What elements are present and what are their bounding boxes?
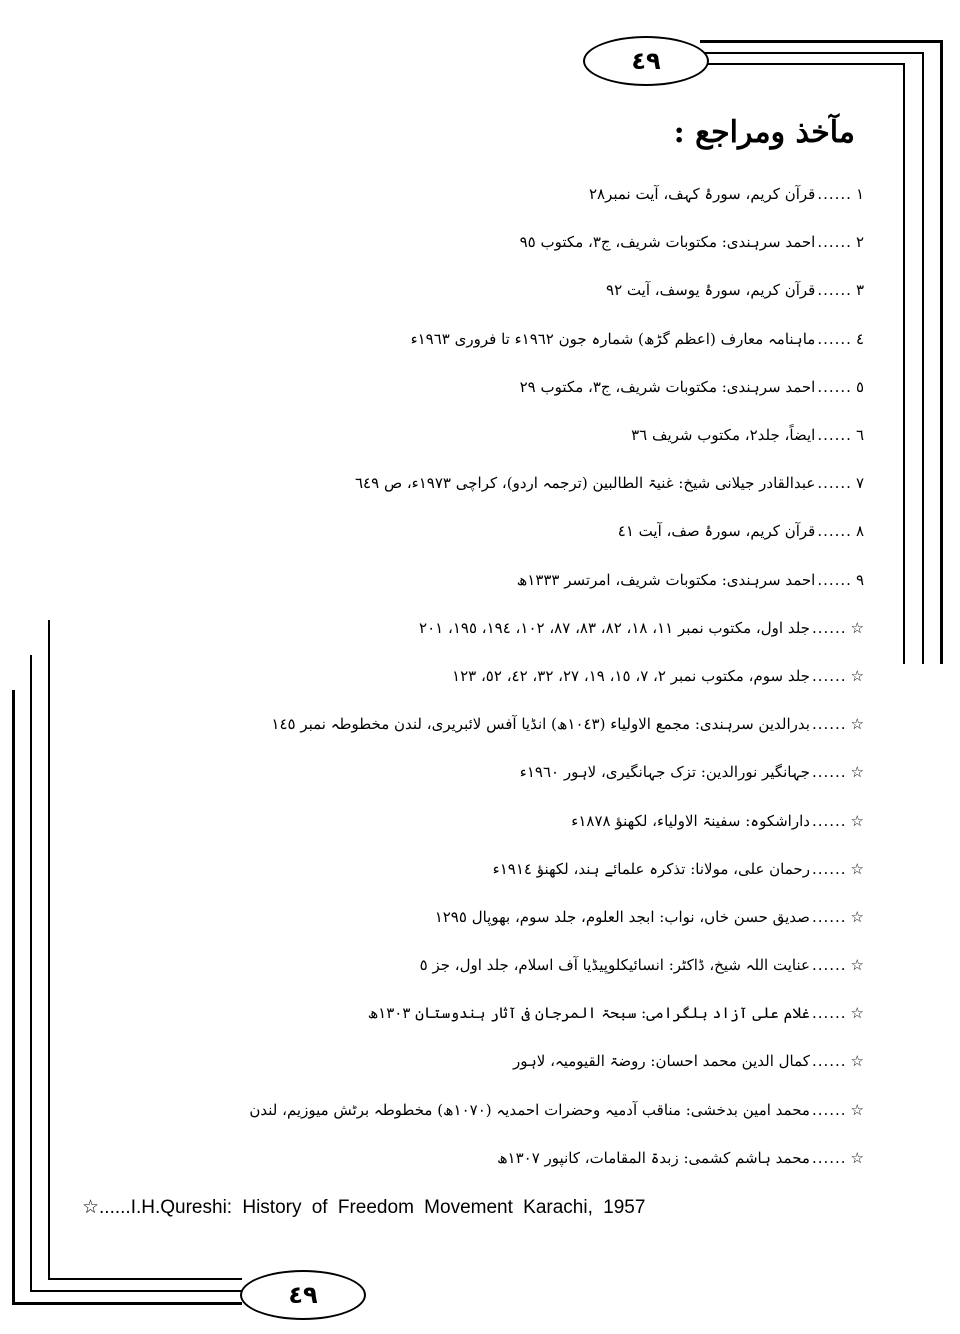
frame-line (12, 690, 15, 1304)
list-item (184, 941, 864, 989)
list-item (184, 700, 864, 748)
list-item (184, 748, 864, 796)
page-number-top-text: ٤٩ (631, 47, 661, 75)
leader-dots: ...... (811, 956, 847, 975)
reference-text: عنایت اللہ شیخ، ڈاکٹر: انسائیکلوپیڈیا آف اسلام، جلد اول، جز ٥ (419, 956, 810, 975)
frame-line (903, 63, 905, 664)
leader-dots: ...... (811, 618, 847, 637)
leader-dots: ...... (811, 1004, 847, 1023)
reference-marker: ٥ (855, 377, 864, 396)
frame-line (48, 620, 50, 1280)
reference-text: غلام علی آزاد بلگرامی: سبحۃ المرجان فی آثار ہندوستان ١٣٠٣ھ (367, 1004, 810, 1023)
reference-text: محمد ہاشم کشمی: زبدۃ المقامات، کانپور ١٣٠٧ھ (497, 1148, 810, 1167)
list-item (184, 266, 864, 314)
leader-dots: ...... (811, 1052, 847, 1071)
page-number-bottom-text: ٤٩ (288, 1281, 318, 1309)
frame-line (30, 1290, 242, 1292)
list-item (184, 507, 864, 555)
frame-line (12, 1302, 242, 1305)
star-icon: ☆ (850, 618, 864, 637)
reference-text: داراشکوہ: سفینۃ الاولیاء، لکھنؤ ١٨٧٨ء (571, 811, 810, 830)
list-item (184, 1086, 864, 1134)
leader-dots: ...... (811, 763, 847, 782)
list-item (184, 893, 864, 941)
reference-text: محمد امین بدخشی: مناقب آدمیہ وحضرات احمدیہ (١٠٧٠ھ) مخطوطہ برٹش میوزیم، لندن (249, 1100, 810, 1119)
leader-dots: ...... (811, 666, 847, 685)
leader-dots: ...... (817, 377, 852, 396)
list-item (184, 315, 864, 363)
page-title: مآخذ ومراجع : (673, 115, 855, 150)
list-item (184, 845, 864, 893)
leader-dots: ...... (817, 281, 852, 300)
reference-text: احمد سرہندی: مکتوبات شریف، ج٣، مکتوب ٩٥ (519, 233, 816, 252)
page-number-top (583, 36, 709, 86)
star-icon: ☆ (850, 859, 864, 878)
reference-marker: ٦ (855, 426, 864, 445)
reference-marker: ٧ (855, 474, 864, 493)
reference-text: جلد اول، مکتوب نمبر ١١، ١٨، ٨٢، ٨٣، ٨٧، ١٠٢، ١٩٤، ١٩٥، ٢٠١ (419, 618, 810, 637)
leader-dots: ...... (811, 1148, 847, 1167)
star-icon: ☆ (850, 907, 864, 926)
reference-marker: ٤ (855, 329, 864, 348)
leader-dots: ...... (817, 185, 852, 204)
reference-marker: ٨ (855, 522, 864, 541)
leader-dots: ...... (811, 1100, 847, 1119)
reference-text: بدرالدین سرہندی: مجمع الاولیاء (١٠٤٣ھ) انڈیا آفس لائبریری، لندن مخطوطہ نمبر ١٤٥ (271, 715, 810, 734)
list-item (184, 1037, 864, 1085)
reference-text: صدیق حسن خاں، نواب: ابجد العلوم، جلد سوم، بھوپال ١٢٩٥ (434, 907, 810, 926)
list-item (184, 556, 864, 604)
reference-text: احمد سرہندی: مکتوبات شریف، امرتسر ١٣٣٣ھ (516, 570, 816, 589)
reference-text: رحمان علی، مولانا: تذکرہ علمائے ہند، لکھنؤ ١٩١٤ء (492, 859, 810, 878)
list-item (184, 652, 864, 700)
leader-dots: ...... (817, 570, 852, 589)
frame-line (940, 40, 943, 664)
list-item (184, 796, 864, 844)
reference-text: ایضاً، جلد٢، مکتوب شریف ٣٦ (631, 426, 816, 445)
leader-dots: ...... (811, 907, 847, 926)
star-icon: ☆ (850, 715, 864, 734)
star-icon: ☆ (850, 956, 864, 975)
star-icon: ☆ (850, 1004, 864, 1023)
reference-marker: ٣ (855, 281, 864, 300)
reference-text: قرآن کریم، سورۂ یوسف، آیت ٩٢ (606, 281, 816, 300)
reference-text: جہانگیر نورالدین: تزک جہانگیری، لاہور ١٩٦٠ء (519, 763, 810, 782)
list-item (184, 1134, 864, 1182)
leader-dots: ...... (811, 859, 847, 878)
page-number-bottom (240, 1270, 366, 1320)
leader-dots: ...... (817, 329, 852, 348)
reference-marker: ١ (855, 185, 864, 204)
list-item (184, 218, 864, 266)
star-icon: ☆ (850, 1100, 864, 1119)
list-item (184, 459, 864, 507)
list-item (184, 170, 864, 218)
reference-text: جلد سوم، مکتوب نمبر ٢، ٧، ١٥، ١٩، ٢٧، ٣٢، ٤٢، ٥٢، ١٢٣ (452, 666, 810, 685)
reference-marker: ٢ (855, 233, 864, 252)
list-item (184, 363, 864, 411)
reference-text: قرآن کریم، سورۂ صف، آیت ٤١ (617, 522, 816, 541)
star-icon: ☆ (850, 1052, 864, 1071)
frame-line (48, 1278, 242, 1280)
list-item (184, 989, 864, 1037)
frame-line (700, 52, 924, 54)
frame-line (922, 52, 924, 664)
reference-text: احمد سرہندی: مکتوبات شریف، ج٣، مکتوب ٢٩ (519, 377, 816, 396)
frame-line (700, 63, 905, 65)
list-item (184, 411, 864, 459)
english-reference: ☆......I.H.Qureshi: History of Freedom Movement Karachi, 1957 (82, 1197, 646, 1218)
reference-text: عبدالقادر جیلانی شیخ: غنیۃ الطالبین (ترجمہ اردو)، کراچی ١٩٧٣ء، ص ٦٤٩ (355, 474, 816, 493)
reference-text: ماہنامہ معارف (اعظم گڑھ) شمارہ جون ١٩٦٢ء تا فروری ١٩٦٣ء (410, 329, 816, 348)
star-icon: ☆ (850, 666, 864, 685)
list-item (184, 604, 864, 652)
reference-marker: ٩ (855, 570, 864, 589)
frame-line (30, 655, 32, 1292)
leader-dots: ...... (817, 233, 852, 252)
leader-dots: ...... (817, 522, 852, 541)
star-icon: ☆ (850, 1148, 864, 1167)
leader-dots: ...... (817, 426, 852, 445)
leader-dots: ...... (817, 474, 852, 493)
reference-text: کمال الدین محمد احسان: روضۃ القیومیہ، لاہور (512, 1052, 810, 1071)
reference-text: قرآن کریم، سورۂ کہف، آیت نمبر٢٨ (588, 185, 816, 204)
reference-list (184, 170, 864, 1182)
leader-dots: ...... (811, 715, 847, 734)
star-icon: ☆ (850, 763, 864, 782)
frame-line (700, 40, 943, 43)
leader-dots: ...... (811, 811, 847, 830)
star-icon: ☆ (850, 811, 864, 830)
